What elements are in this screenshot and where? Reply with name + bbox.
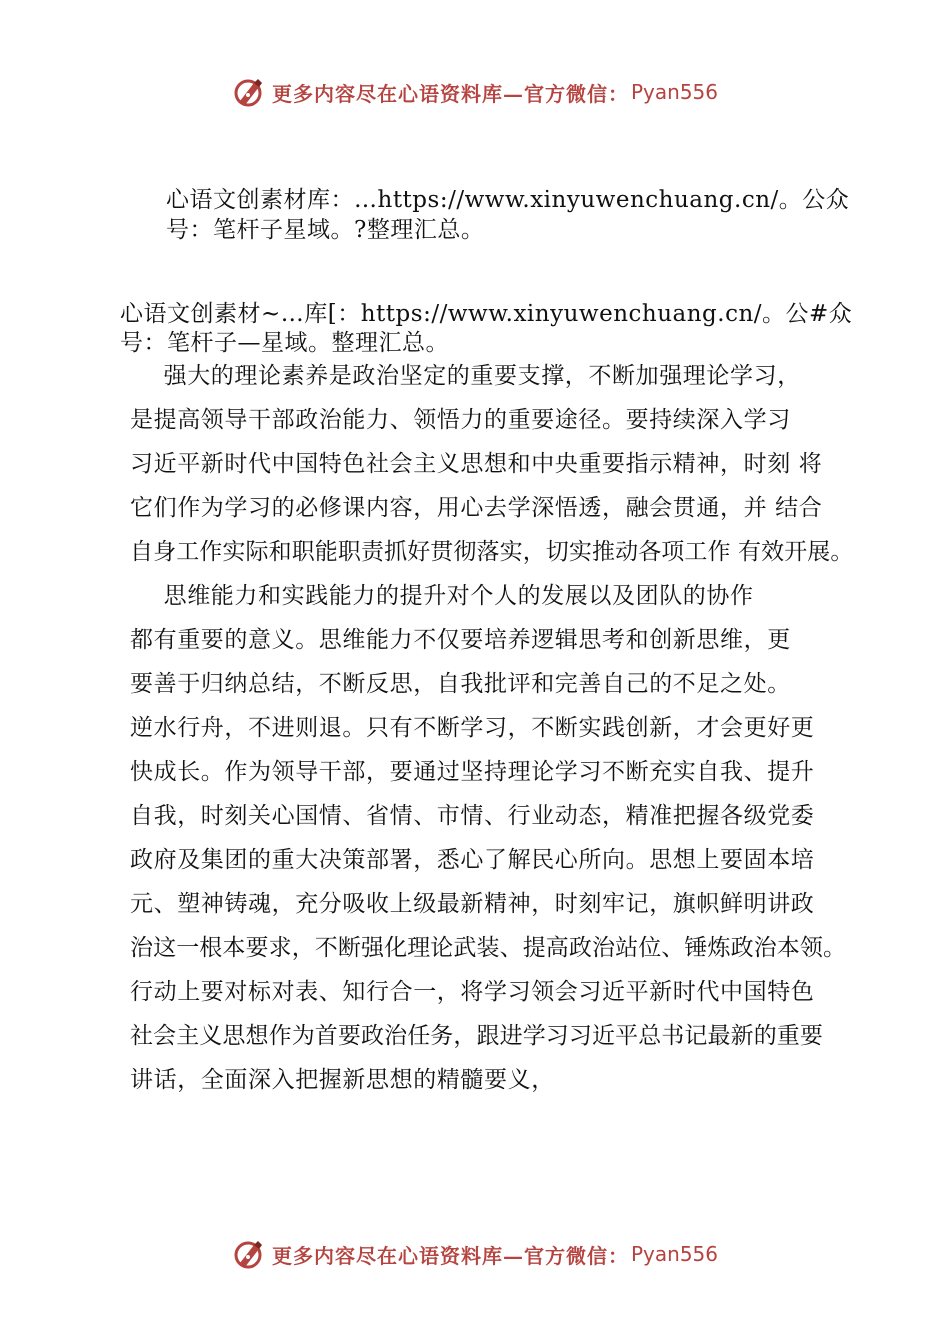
paragraph-line: 强大的理论素养是政治坚定的重要支撑，不断加强理论学习， [140,363,801,389]
paragraph-line: 逆水行舟，不进则退。只有不断学习，不断实践创新，才会更好更 [130,715,815,741]
paragraph-line: 元、塑神铸魂，充分吸收上级最新精神，时刻牢记，旗帜鲜明讲政 [130,891,815,917]
paragraph-line: 自我，时刻关心国情、省情、市情、行业动态，精准把握各级党委 [130,803,815,829]
header-banner [0,72,950,112]
paragraph-line: 快成长。作为领导干部，要通过坚持理论学习不断充实自我、提升 [130,759,815,785]
paragraph-line: 治这一根本要求，不断强化理论武装、提高政治站位、锤炼政治本领。 [130,935,847,961]
intro-1-line-2: 号：笔杆子星域。?整理汇总。 [166,217,485,243]
paragraph-line: 都有重要的意义。思维能力不仅要培养逻辑思考和创新思维，更 [130,627,791,653]
footer-banner [0,1234,950,1274]
pen-logo-icon [232,75,266,109]
intro-2-line-2: 号：笔杆子—星域。整理汇总。 [120,330,449,356]
intro-1-line-1: 心语文创素材库：…https://www.xinyuwenchuang.cn/。公众 [166,187,850,213]
pen-logo-icon [232,1237,266,1271]
paragraph-line: 习近平新时代中国特色社会主义思想和中央重要指示精神，时刻 将 [130,451,823,477]
paragraph-line: 社会主义思想作为首要政治任务，跟进学习习近平总书记最新的重要 [130,1023,823,1049]
banner-wechat-id: Pyan556 [630,80,718,104]
paragraph-line: 是提高领导干部政治能力、领悟力的重要途径。要持续深入学习 [130,407,791,433]
intro-2-line-1: 心语文创素材~…库[：https://www.xinyuwenchuang.cn/。公#众 [120,301,853,327]
paragraph-line: 政府及集团的重大决策部署，悉心了解民心所向。思想上要固本培 [130,847,815,873]
paragraph-line: 要善于归纳总结，不断反思，自我批评和完善自己的不足之处。 [130,671,791,697]
paragraph-line: 自身工作实际和职能职责抓好贯彻落实，切实推动各项工作 有效开展。 [130,539,854,565]
paragraph-line: 思维能力和实践能力的提升对个人的发展以及团队的协作 [140,583,754,609]
paragraph-line: 行动上要对标对表、知行合一，将学习领会习近平新时代中国特色 [130,979,815,1005]
banner-text: 更多内容尽在心语资料库—官方微信： [271,81,629,106]
paragraph-line: 讲话，全面深入把握新思想的精髓要义， [130,1067,555,1093]
banner-text: 更多内容尽在心语资料库—官方微信： [271,1243,629,1268]
banner-wechat-id: Pyan556 [630,1242,718,1266]
paragraph-line: 它们作为学习的必修课内容，用心去学深悟透，融会贯通，并 结合 [130,495,823,521]
